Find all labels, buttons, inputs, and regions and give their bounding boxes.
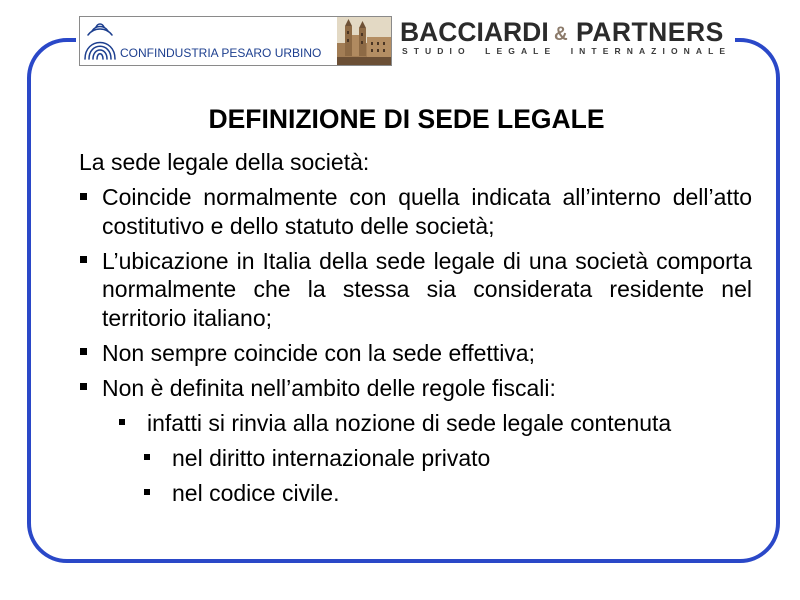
sub-bullet-text: infatti si rinvia alla nozione di sede legale contenuta bbox=[147, 409, 672, 436]
intro-text: La sede legale della società: bbox=[79, 149, 370, 175]
intro-item bbox=[79, 148, 752, 177]
building-photo bbox=[337, 17, 391, 65]
brand-tagline: STUDIO LEGALE INTERNAZIONALE bbox=[402, 46, 732, 56]
sub-sub-bullet-text: nel codice civile. bbox=[172, 479, 340, 506]
sub-sub-bullet-text: nel diritto internazionale privato bbox=[172, 444, 491, 471]
square-bullet-icon bbox=[119, 419, 125, 425]
square-bullet-icon bbox=[80, 193, 87, 200]
square-bullet-icon bbox=[80, 348, 87, 355]
square-bullet-icon bbox=[144, 489, 150, 495]
square-bullet-icon bbox=[80, 256, 87, 263]
slide-body bbox=[79, 148, 752, 507]
confindustria-logo-icon bbox=[82, 19, 118, 63]
slide-title: DEFINIZIONE DI SEDE LEGALE bbox=[208, 104, 605, 134]
sub-sub-bullet-item bbox=[79, 479, 752, 508]
bullet-item bbox=[79, 374, 752, 403]
bullet-item bbox=[79, 339, 752, 368]
brand-name-left: BACCIARDI bbox=[400, 17, 549, 47]
brand-name-right: PARTNERS bbox=[576, 17, 724, 47]
bullet-text: L’ubicazione in Italia della sede legale di una società comporta normalmente che la stessa sia considerata residente nel territorio italiano; bbox=[102, 247, 752, 331]
confindustria-label: CONFINDUSTRIA PESARO URBINO bbox=[120, 46, 322, 60]
bullet-text: Coincide normalmente con quella indicata all’interno dell’atto costitutivo e dello statuto delle società; bbox=[102, 184, 752, 239]
confindustria-logo-box bbox=[79, 16, 392, 66]
bullet-item bbox=[79, 247, 752, 333]
sub-sub-bullet-item bbox=[79, 444, 752, 473]
brand-ampersand: & bbox=[554, 24, 568, 45]
square-bullet-icon bbox=[80, 383, 87, 390]
square-bullet-icon bbox=[144, 454, 150, 460]
bullet-text: Non è definita nell’ambito delle regole fiscali: bbox=[102, 374, 556, 401]
bullet-text: Non sempre coincide con la sede effettiva; bbox=[102, 339, 535, 366]
bullet-item bbox=[79, 183, 752, 240]
sub-bullet-item bbox=[79, 409, 752, 438]
